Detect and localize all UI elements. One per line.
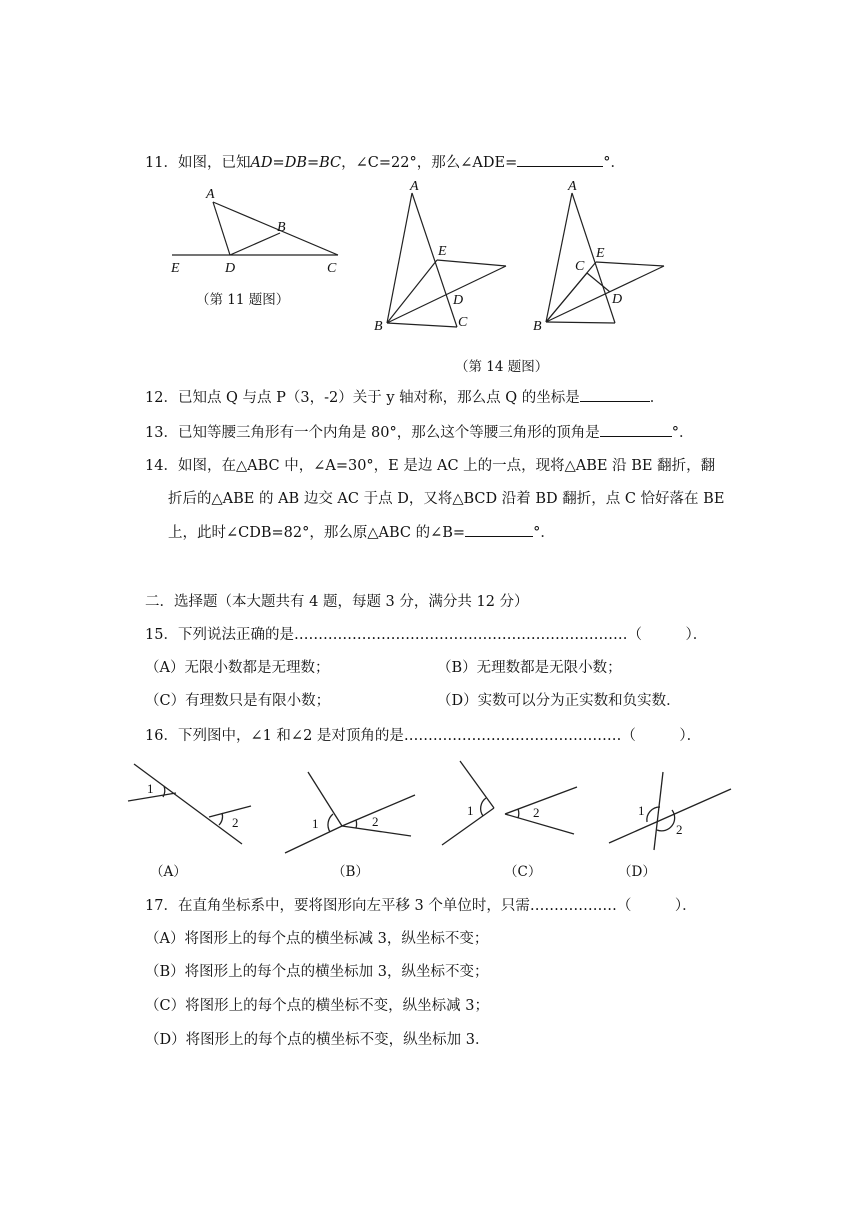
figure-16D — [609, 772, 731, 850]
q11-ask: ∠ADE= — [460, 155, 518, 171]
q11-angle: ∠C=22° — [355, 155, 417, 171]
q17-option-A-text: 将图形上的每个点的横坐标减 3，纵坐标不变； — [184, 931, 489, 947]
q15-number: 15． — [145, 627, 178, 643]
question-15 — [145, 625, 707, 645]
q15-stem: 下列说法正确的是……………………………………………………………（ ）． — [177, 627, 708, 643]
q17-option-D-label: （D） — [145, 1032, 186, 1048]
q15-option-C-label: （C） — [145, 693, 186, 709]
q12-answer-blank[interactable] — [580, 387, 650, 402]
q16-caption-A[interactable]: （A） — [150, 864, 187, 880]
q16-caption-B[interactable]: （B） — [332, 864, 369, 880]
q17-option-B-label: （B） — [145, 964, 185, 980]
q17-stem: 在直角坐标系中，要将图形向左平移 3 个单位时，只需………………（ ）． — [177, 898, 697, 914]
q12-number: 12． — [145, 390, 178, 406]
fig16B-angle-2: 2 — [372, 814, 379, 829]
q17-number: 17． — [145, 898, 178, 914]
q16-number: 16． — [145, 728, 178, 744]
fig16D-angle-2: 2 — [676, 822, 683, 837]
q16-stem: 下列图中，∠1 和∠2 是对顶角的是………………………………………（ ）． — [177, 728, 702, 744]
q11-sep2: ，那么 — [416, 155, 461, 171]
figure-14-left — [387, 193, 506, 327]
figure-14-caption: （第 14 题图） — [455, 359, 549, 375]
q15-option-B-text: 无理数都是无限小数； — [476, 660, 622, 676]
fig14-left-label-D: D — [453, 293, 464, 308]
fig14-right-label-C: C — [575, 259, 585, 274]
q17-option-A[interactable] — [145, 929, 488, 949]
q11-sep1: ， — [341, 155, 356, 171]
q15-option-C[interactable] — [145, 691, 330, 711]
q15-option-B-label: （B） — [437, 660, 477, 676]
q12-text: 已知点 Q 与点 P（3，-2）关于 y 轴对称，那么点 Q 的坐标是 — [177, 390, 580, 406]
fig14-left-label-B: B — [374, 319, 383, 334]
q17-option-B-text: 将图形上的每个点的横坐标加 3，纵坐标不变； — [184, 964, 489, 980]
question-12 — [145, 387, 664, 408]
question-14-line-3 — [168, 522, 555, 543]
question-14-line-2: 折后的△ABE 的 AB 边交 AC 于点 D，又将△BCD 沿着 BD 翻折，点 C 恰好落在 BE — [168, 491, 725, 507]
figure-16A — [128, 764, 251, 844]
q13-text: 已知等腰三角形有一个内角是 80°，那么这个等腰三角形的顶角是 — [177, 425, 600, 441]
q13-answer-blank[interactable] — [600, 422, 672, 437]
q15-option-A-label: （A） — [145, 660, 185, 676]
fig14-left-label-E: E — [438, 244, 447, 259]
q15-option-C-text: 有理数只是有限小数； — [185, 693, 331, 709]
q15-option-B[interactable] — [437, 658, 622, 678]
q14-line3-b: °． — [533, 525, 555, 541]
fig14-right-label-E: E — [596, 246, 605, 261]
q17-option-C[interactable] — [145, 996, 489, 1016]
fig14-right-label-B: B — [533, 319, 542, 334]
question-14-line-1 — [145, 456, 715, 476]
q16-caption-C[interactable]: （C） — [504, 864, 542, 880]
q15-option-D[interactable] — [437, 691, 681, 711]
q13-number: 13． — [145, 425, 178, 441]
q11-after: °． — [603, 155, 625, 171]
q14-line3-a: 上，此时∠CDB=82°，那么原△ABC 的∠B= — [168, 525, 466, 541]
q14-answer-blank[interactable] — [465, 522, 533, 537]
figure-16B — [285, 772, 415, 853]
fig14-right-label-D: D — [612, 292, 623, 307]
fig11-label-D: D — [225, 261, 236, 276]
q14-number: 14． — [145, 458, 178, 474]
q17-option-C-label: （C） — [145, 998, 186, 1014]
q17-option-D[interactable] — [145, 1030, 489, 1050]
q15-option-D-text: 实数可以分为正实数和负实数． — [477, 693, 681, 709]
fig11-label-C: C — [327, 261, 337, 276]
fig16A-angle-1: 1 — [147, 781, 154, 796]
fig14-right-label-A: A — [568, 179, 577, 194]
fig16C-angle-1: 1 — [467, 803, 474, 818]
q17-option-A-label: （A） — [145, 931, 185, 947]
figure-16C — [442, 761, 577, 845]
figure-11 — [172, 202, 338, 255]
question-16 — [145, 726, 701, 746]
section-2-title: 二．选择题（本大题共有 4 题，每题 3 分，满分共 12 分） — [145, 594, 529, 610]
fig14-left-label-C: C — [458, 315, 468, 330]
fig16A-angle-2: 2 — [232, 815, 239, 830]
fig11-label-E: E — [171, 261, 180, 276]
q12-after: ． — [649, 390, 665, 406]
q15-option-A-text: 无限小数都是无理数； — [184, 660, 330, 676]
q11-text-before: 如图，已知 — [177, 155, 251, 171]
fig16D-angle-1: 1 — [638, 803, 645, 818]
fig11-label-A: A — [206, 187, 215, 202]
figure-11-caption: （第 11 题图） — [196, 292, 290, 308]
q17-option-C-text: 将图形上的每个点的横坐标不变，纵坐标减 3； — [185, 998, 489, 1014]
fig16C-angle-2: 2 — [533, 805, 540, 820]
q15-option-A[interactable] — [145, 658, 329, 678]
q16-caption-D[interactable]: （D） — [618, 864, 656, 880]
figure-14-right — [546, 193, 664, 323]
q11-equation: AD=DB=BC — [250, 155, 342, 171]
q17-option-D-text: 将图形上的每个点的横坐标不变，纵坐标加 3． — [185, 1032, 490, 1048]
fig16B-angle-1: 1 — [312, 816, 319, 831]
q11-number: 11． — [145, 155, 178, 171]
fig11-label-B: B — [277, 220, 286, 235]
question-13 — [145, 422, 694, 443]
q17-option-B[interactable] — [145, 962, 489, 982]
q15-option-D-label: （D） — [437, 693, 478, 709]
question-17 — [145, 896, 697, 916]
fig14-left-label-A: A — [410, 179, 419, 194]
q13-after: °． — [671, 425, 694, 441]
q14-line1: 如图，在△ABC 中，∠A=30°，E 是边 AC 上的一点，现将△ABE 沿 BE 翻折，翻 — [177, 458, 716, 474]
